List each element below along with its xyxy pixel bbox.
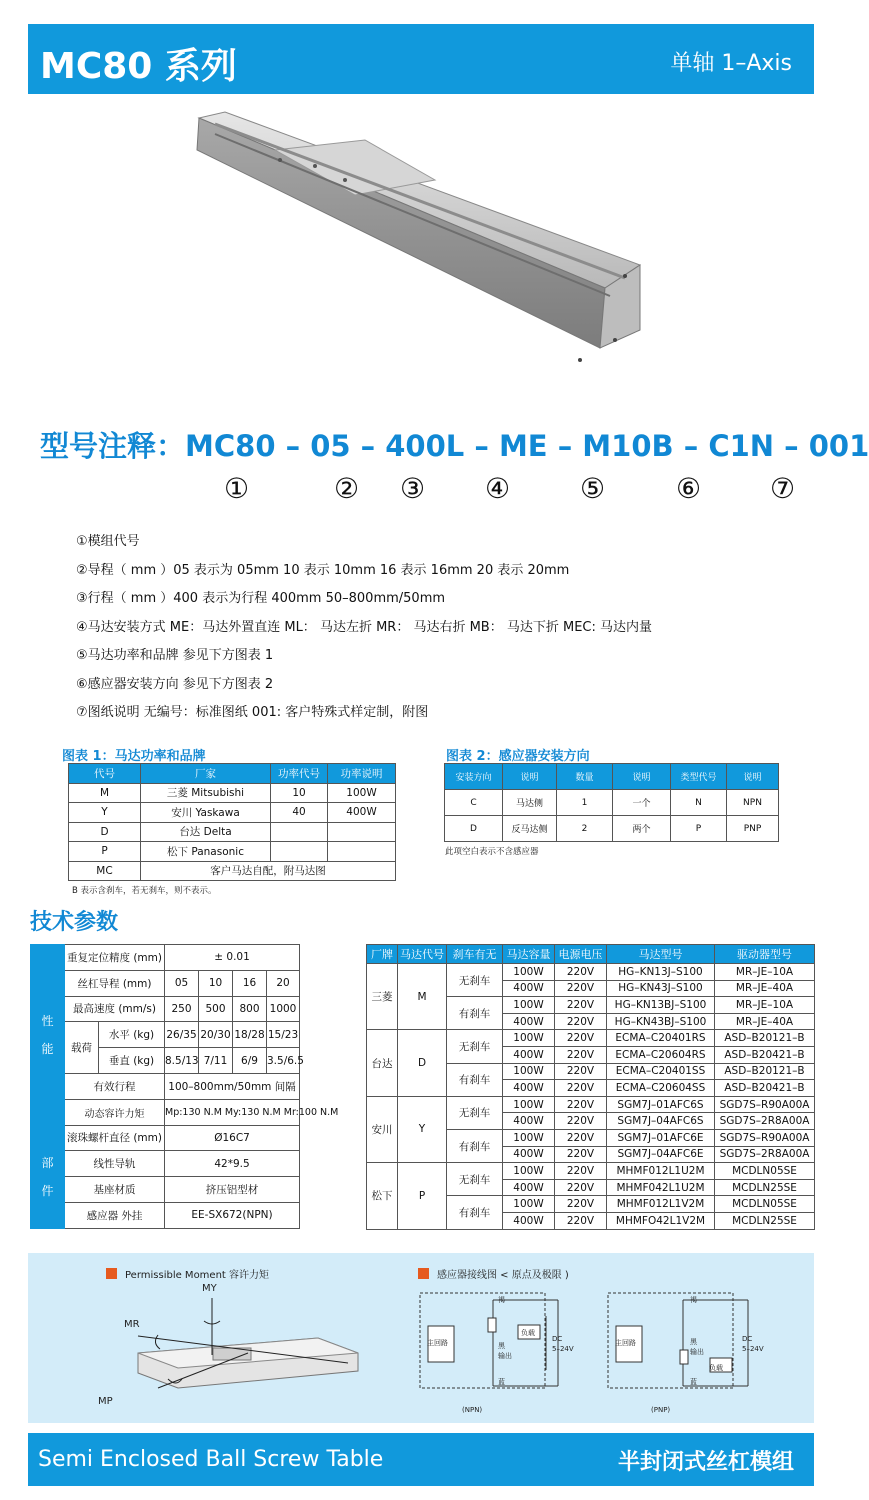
table-cell: 400W <box>503 1146 555 1163</box>
table-cell: 220V <box>555 1030 607 1047</box>
dc-label-npn: DC <box>552 1335 563 1343</box>
param-value: 1000 <box>267 996 300 1022</box>
param-label: 感应器 外挂 <box>65 1202 165 1228</box>
param-value: 8.5/13 <box>165 1048 199 1074</box>
table-cell: 无刹车 <box>447 1096 503 1129</box>
model-code: 型号注释：MC80 – 05 – 400L – ME – M10B – C1N – 001 <box>40 429 869 463</box>
param-value: 100–800mm/50mm 间隔 <box>165 1073 300 1099</box>
param-value: 250 <box>165 996 199 1022</box>
footer-bar <box>28 1433 814 1486</box>
table-header: 电源电压 <box>555 945 607 964</box>
table-cell: MCDLN25SE <box>715 1212 815 1229</box>
table-row <box>31 1202 334 1228</box>
table-row <box>367 1096 815 1113</box>
table-header: 驱动器型号 <box>715 945 815 964</box>
table-cell: MHMF012L1V2M <box>607 1196 715 1213</box>
table-row <box>445 816 779 842</box>
table-row <box>69 803 396 823</box>
table-cell: C <box>445 790 503 816</box>
note-2: ②导程（ mm ）05 表示为 05mm 10 表示 10mm 16 表示 16mm 20 表示 20mm <box>76 562 570 578</box>
param-value: 18/28 <box>233 1022 267 1048</box>
table-row <box>31 1177 334 1203</box>
param-value: 6/9 <box>233 1048 267 1074</box>
table-cell: 220V <box>555 980 607 997</box>
table-row <box>31 996 334 1022</box>
table-row <box>31 1022 334 1048</box>
table-cell: 三菱 Mitsubishi <box>141 783 271 803</box>
table-cell: Y <box>69 803 141 823</box>
table-cell: 三菱 <box>367 964 398 1030</box>
table-header: 马达代号 <box>398 945 447 964</box>
param-label: 线性导轨 <box>65 1151 165 1177</box>
table-header: 说明 <box>613 764 671 790</box>
param-label: 垂直 (kg) <box>99 1048 165 1074</box>
table-cell: 400W <box>503 1013 555 1030</box>
table-cell: 100W <box>503 1196 555 1213</box>
param-value: 42*9.5 <box>165 1151 300 1177</box>
tech-params-title: 技术参数 <box>30 910 119 935</box>
note-3: ③行程（ mm ）400 表示为行程 400mm 50–800mm/50mm <box>76 591 446 606</box>
param-label: 动态容许力矩 <box>65 1099 165 1125</box>
table-cell: M <box>69 783 141 803</box>
table-cell: 220V <box>555 997 607 1014</box>
table-cell: ECMA–C20604SS <box>607 1080 715 1097</box>
table-row <box>367 1163 815 1180</box>
param-value: 3.5/6.5 <box>267 1048 300 1074</box>
table-row <box>69 783 396 803</box>
param-value: EE-SX672(NPN) <box>165 1202 300 1228</box>
table-cell: 220V <box>555 1046 607 1063</box>
table-cell: 400W <box>503 1046 555 1063</box>
circle-num-3: ③ <box>400 472 426 505</box>
table-row <box>367 1030 815 1047</box>
blue-label-npn: 蓝 <box>498 1378 505 1386</box>
table-cell: Y <box>398 1096 447 1162</box>
table-cell: 220V <box>555 1096 607 1113</box>
table-cell: SGD7S–2R8A00A <box>715 1146 815 1163</box>
table-header: 厂牌 <box>367 945 398 964</box>
brown-label-pnp: 褐 <box>690 1296 697 1304</box>
param-label: 最高速度 (mm/s) <box>65 996 165 1022</box>
npn-label: (NPN) <box>462 1406 483 1414</box>
table-cell: 有刹车 <box>447 1196 503 1229</box>
table-cell: 400W <box>503 980 555 997</box>
table-cell: 无刹车 <box>447 964 503 997</box>
table-row <box>445 790 779 816</box>
table-header: 功率说明 <box>328 764 396 784</box>
table-cell: ECMA–C20401SS <box>607 1063 715 1080</box>
parts-label: 部 件 <box>31 1125 65 1228</box>
circle-num-7: ⑦ <box>770 472 796 505</box>
param-label: 重复定位精度 (mm) <box>65 945 165 971</box>
table-cell: NPN <box>727 790 779 816</box>
table-cell: ASD–B20421–B <box>715 1046 815 1063</box>
table-header-row <box>69 764 396 784</box>
orange-square-icon <box>418 1268 429 1279</box>
dc-label-pnp: DC <box>742 1335 753 1343</box>
param-value: 16 <box>233 970 267 996</box>
footer-english: Semi Enclosed Ball Screw Table <box>38 1447 384 1472</box>
table-cell: 有刹车 <box>447 997 503 1030</box>
table-header: 安装方向 <box>445 764 503 790</box>
moment-title <box>106 1266 269 1281</box>
table-cell: ASD–B20121–B <box>715 1063 815 1080</box>
param-value: 7/11 <box>199 1048 233 1074</box>
table-cell: 1 <box>557 790 613 816</box>
table-cell: 220V <box>555 964 607 981</box>
table-row <box>367 964 815 981</box>
table-row <box>69 822 396 842</box>
circle-num-5: ⑤ <box>580 472 606 505</box>
param-label: 水平 (kg) <box>99 1022 165 1048</box>
table-cell: 400W <box>503 1212 555 1229</box>
param-value: 500 <box>199 996 233 1022</box>
table-cell: 两个 <box>613 816 671 842</box>
table-cell: MCDLN05SE <box>715 1163 815 1180</box>
table-cell: P <box>671 816 727 842</box>
table-cell: 反马达侧 <box>503 816 557 842</box>
table-cell: 220V <box>555 1163 607 1180</box>
circle-num-2: ② <box>334 472 360 505</box>
sensor-title <box>418 1266 569 1281</box>
param-value: Ø16C7 <box>165 1125 300 1151</box>
param-value: 20 <box>267 970 300 996</box>
table-cell: 马达侧 <box>503 790 557 816</box>
param-value: Mp:130 N.M My:130 N.M Mr:100 N.M <box>165 1099 300 1125</box>
table-cell: M <box>398 964 447 1030</box>
circle-num-4: ④ <box>485 472 511 505</box>
table-cell: 安川 Yaskawa <box>141 803 271 823</box>
output-label-npn: 输出 <box>498 1352 512 1360</box>
diagram-panel <box>28 1253 814 1423</box>
mr-label: MR <box>124 1319 140 1330</box>
orange-square-icon <box>106 1268 117 1279</box>
table-cell: HG–KN43J–S100 <box>607 980 715 997</box>
table-cell: MR–JE–10A <box>715 964 815 981</box>
table-cell: 100W <box>328 783 396 803</box>
table-cell: 10 <box>271 783 328 803</box>
motor-brand-table <box>68 763 396 881</box>
main-circuit-label-npn: 主回路 <box>427 1339 448 1347</box>
table-cell: MR–JE–40A <box>715 1013 815 1030</box>
table-header: 说明 <box>503 764 557 790</box>
sensor-title-text: 感应器接线图 < 原点及极限 ) <box>437 1270 569 1281</box>
table-header-row <box>445 764 779 790</box>
table-header-row <box>367 945 815 964</box>
table-cell: D <box>445 816 503 842</box>
black-label-pnp: 黑 <box>690 1338 697 1346</box>
table-cell: 220V <box>555 1013 607 1030</box>
table-cell: HG–KN13BJ–S100 <box>607 997 715 1014</box>
table-cell: 松下 Panasonic <box>141 842 271 862</box>
table-cell: 客户马达自配，附马达图 <box>141 861 396 881</box>
table-cell: 400W <box>503 1113 555 1130</box>
table-cell: SGD7S–R90A00A <box>715 1096 815 1113</box>
table-cell: D <box>69 822 141 842</box>
tech-params-table <box>30 944 339 1229</box>
table2-footnote: 此项空白表示不含感应器 <box>445 847 539 857</box>
table-cell: HG–KN43BJ–S100 <box>607 1013 715 1030</box>
param-label: 基座材质 <box>65 1177 165 1203</box>
note-5: ⑤马达功率和品牌 参见下方图表 1 <box>76 648 274 663</box>
main-circuit-label-pnp: 主回路 <box>615 1339 636 1347</box>
table-row <box>31 970 334 996</box>
table-cell: 100W <box>503 997 555 1014</box>
model-notes <box>76 528 652 728</box>
axis-subtitle: 单轴 1–Axis <box>670 51 792 76</box>
pnp-label: (PNP) <box>651 1406 671 1414</box>
black-label-npn: 黑 <box>498 1342 505 1350</box>
table-cell: 台达 <box>367 1030 398 1096</box>
motor-driver-body <box>367 964 815 1230</box>
param-value: 05 <box>165 970 199 996</box>
circle-num-6: ⑥ <box>676 472 702 505</box>
table-header: 数量 <box>557 764 613 790</box>
sensor-direction-table <box>444 763 779 842</box>
table-cell: 220V <box>555 1113 607 1130</box>
table-cell: 220V <box>555 1080 607 1097</box>
header-bar <box>28 24 814 94</box>
table-header: 功率代号 <box>271 764 328 784</box>
table-header: 马达容量 <box>503 945 555 964</box>
table-row <box>31 945 334 971</box>
load-label-pnp: 负载 <box>709 1364 723 1372</box>
brown-label-npn: 褐 <box>498 1296 505 1304</box>
table1-footnote: B 表示含刹车，若无刹车，则不表示。 <box>72 886 217 896</box>
table-row <box>31 1073 334 1099</box>
table-cell <box>328 842 396 862</box>
footer-chinese: 半封闭式丝杠模组 <box>617 1450 794 1475</box>
table-cell: D <box>398 1030 447 1096</box>
table-row <box>31 1151 334 1177</box>
table-cell: 安川 <box>367 1096 398 1162</box>
table-cell: 220V <box>555 1212 607 1229</box>
table-cell: SGM7J–04AFC6E <box>607 1146 715 1163</box>
table2-caption: 图表 2：感应器安装方向 <box>446 749 590 764</box>
table-cell: MCDLN25SE <box>715 1179 815 1196</box>
table-cell: 2 <box>557 816 613 842</box>
table-cell: SGD7S–R90A00A <box>715 1129 815 1146</box>
table-cell: MCDLN05SE <box>715 1196 815 1213</box>
table-cell: 100W <box>503 1030 555 1047</box>
table-cell: 100W <box>503 1129 555 1146</box>
table-cell: 220V <box>555 1129 607 1146</box>
table-header: 厂家 <box>141 764 271 784</box>
table-cell: 无刹车 <box>447 1030 503 1063</box>
table-cell: 220V <box>555 1196 607 1213</box>
param-value: 10 <box>199 970 233 996</box>
table-cell: MR–JE–10A <box>715 997 815 1014</box>
circle-num-1: ① <box>224 472 250 505</box>
table-header: 代号 <box>69 764 141 784</box>
note-7: ⑦图纸说明 无编号：标准图纸 001: 客户特殊式样定制，附图 <box>76 705 429 720</box>
table-cell: 40 <box>271 803 328 823</box>
param-label: 有效行程 <box>65 1073 165 1099</box>
table-cell: P <box>398 1163 447 1229</box>
table-cell: SGD7S–2R8A00A <box>715 1113 815 1130</box>
table-header: 类型代号 <box>671 764 727 790</box>
table-cell: MC <box>69 861 141 881</box>
table-cell: 100W <box>503 964 555 981</box>
param-label: 滚珠螺杆直径 (mm) <box>65 1125 165 1151</box>
table-cell: P <box>69 842 141 862</box>
mp-label: MP <box>98 1396 113 1407</box>
table-cell: N <box>671 790 727 816</box>
param-label: 载荷 <box>65 1022 99 1074</box>
table1-caption: 图表 1：马达功率和品牌 <box>62 749 206 764</box>
output-label-pnp: 输出 <box>690 1348 704 1356</box>
table-row <box>69 842 396 862</box>
table-header: 说明 <box>727 764 779 790</box>
moment-title-text: Permissible Moment 容许力矩 <box>125 1270 270 1281</box>
wiring-diagram <box>418 1288 798 1418</box>
voltage-label-npn: 5–24V <box>552 1345 574 1353</box>
table-row <box>31 1099 334 1125</box>
table-cell: MHMF012L1U2M <box>607 1163 715 1180</box>
param-value: 20/30 <box>199 1022 233 1048</box>
load-label-npn: 负载 <box>521 1329 535 1337</box>
param-label: 丝杠导程 (mm) <box>65 970 165 996</box>
table-cell: 220V <box>555 1179 607 1196</box>
table-cell <box>271 822 328 842</box>
table-header: 马达型号 <box>607 945 715 964</box>
table-cell: ASD–B20121–B <box>715 1030 815 1047</box>
param-value: 挤压铝型材 <box>165 1177 300 1203</box>
table-cell: 100W <box>503 1096 555 1113</box>
param-value: 800 <box>233 996 267 1022</box>
table-cell <box>328 822 396 842</box>
table-cell: ECMA–C20604RS <box>607 1046 715 1063</box>
table-header: 刹车有无 <box>447 945 503 964</box>
table-cell: SGM7J–01AFC6S <box>607 1096 715 1113</box>
table-cell: 有刹车 <box>447 1129 503 1162</box>
perf-label: 性 能 <box>31 945 65 1126</box>
moment-diagram <box>88 1293 408 1413</box>
table-cell: 220V <box>555 1063 607 1080</box>
table-cell: ASD–B20421–B <box>715 1080 815 1097</box>
note-1: ①模组代号 <box>76 534 140 549</box>
table-cell: 一个 <box>613 790 671 816</box>
table-cell: MHMFO42L1V2M <box>607 1212 715 1229</box>
motor-driver-table <box>366 944 815 1230</box>
note-4: ④马达安装方式 ME：马达外置直连 ML： 马达左折 MR： 马达右折 MB： 马达下折 MEC: 马达内量 <box>76 619 653 635</box>
table-cell: 400W <box>503 1080 555 1097</box>
my-label: MY <box>202 1283 217 1294</box>
param-value: ± 0.01 <box>165 945 300 971</box>
table-cell <box>271 842 328 862</box>
table-cell: 有刹车 <box>447 1063 503 1096</box>
param-value: 15/23 <box>267 1022 300 1048</box>
table-cell: SGM7J–01AFC6E <box>607 1129 715 1146</box>
param-value: 26/35 <box>165 1022 199 1048</box>
table-cell: SGM7J–04AFC6S <box>607 1113 715 1130</box>
voltage-label-pnp: 5–24V <box>742 1345 764 1353</box>
table-cell: HG–KN13J–S100 <box>607 964 715 981</box>
blue-label-pnp: 蓝 <box>690 1378 697 1386</box>
table-row <box>69 861 396 881</box>
table-cell: 220V <box>555 1146 607 1163</box>
table-cell: MHMF042L1U2M <box>607 1179 715 1196</box>
table-cell: 台达 Delta <box>141 822 271 842</box>
table-cell: 400W <box>503 1179 555 1196</box>
note-6: ⑥感应器安装方向 参见下方图表 2 <box>76 676 274 692</box>
table-cell: 100W <box>503 1163 555 1180</box>
table-cell: PNP <box>727 816 779 842</box>
table-cell: 100W <box>503 1063 555 1080</box>
table-cell: 400W <box>328 803 396 823</box>
table-row <box>31 1125 334 1151</box>
product-image <box>185 110 655 390</box>
series-title: MC80 系列 <box>40 46 237 87</box>
table-cell: ECMA–C20401RS <box>607 1030 715 1047</box>
table-cell: 无刹车 <box>447 1163 503 1196</box>
table-cell: MR–JE–40A <box>715 980 815 997</box>
table-cell: 松下 <box>367 1163 398 1229</box>
